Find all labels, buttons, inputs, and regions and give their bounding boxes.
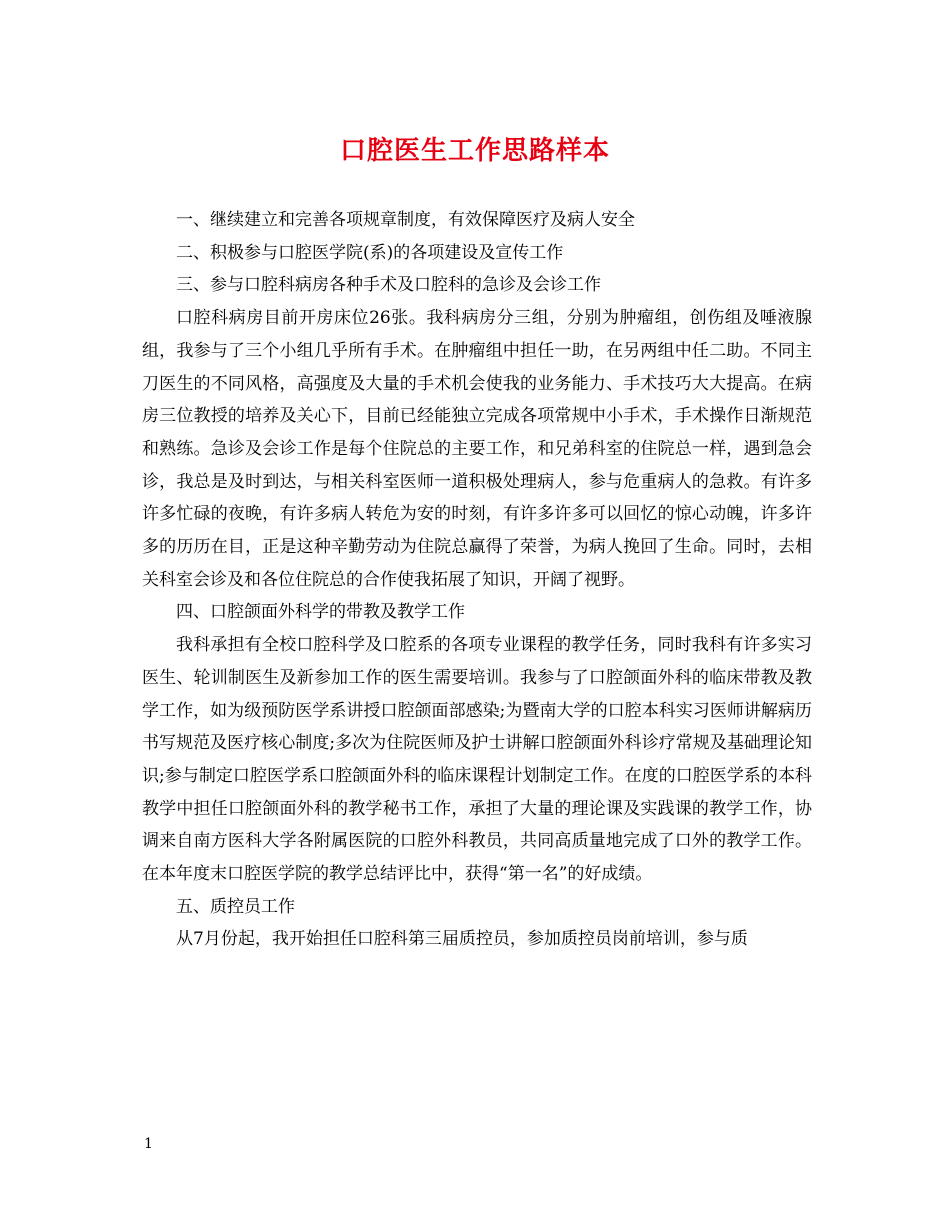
paragraph-quality-control: 从7月份起，我开始担任口腔科第三届质控员，参加质控员岗前培训，参与质 [176,929,748,950]
document-title: 口腔医生工作思路样本 [339,136,610,166]
heading-4: 四、口腔颌面外科学的带教及教学工作 [176,602,465,623]
paragraph-teaching: 我科承担有全校口腔科学及口腔系的各项专业课程的教学任务，同时我科有许多实习医生、轮训制医生及新参加工作的医生需要培训。我参与了口腔颌面外科的临床带教及教学工作，如为级预防医学系讲授口腔颌面部感染;为暨南大学的口腔本科实习医师讲解病历书写规范及医疗核心制度;多次为住院医师及护士讲解口腔颌面外科诊疗常规及基础理论知识;参与制定口腔医学系口腔颌面外科的临床课程计划制定工作。在度的口腔医学系的本科教学中担任口腔颌面外科的教学秘书工作，承担了大量的理论课及实践课的教学工作，协调来自南方医科大学各附属医院的口腔外科教员，共同高质量地完成了口外的教学工作。在本年度末口腔医学院的教学总结评比中，获得“第一名”的好成绩。 [142,635,812,885]
heading-2: 二、积极参与口腔医学院(系)的各项建设及宣传工作 [176,242,564,263]
document-body [142,204,812,956]
heading-5: 五、质控员工作 [176,896,295,917]
heading-3: 三、参与口腔科病房各种手术及口腔科的急诊及会诊工作 [176,275,601,296]
paragraph-ward-surgery: 口腔科病房目前开房床位26张。我科病房分三组，分别为肿瘤组，创伤组及唾液腺组，我参与了三个小组几乎所有手术。在肿瘤组中担任一助，在另两组中任二助。不同主刀医生的不同风格，高强度及大量的手术机会使我的业务能力、手术技巧大大提高。在病房三位教授的培养及关心下，目前已经能独立完成各项常规中小手术，手术操作日渐规范和熟练。急诊及会诊工作是每个住院总的主要工作，和兄弟科室的住院总一样，遇到急会诊，我总是及时到达，与相关科室医师一道积极处理病人，参与危重病人的急救。有许多许多忙碌的夜晚，有许多病人转危为安的时刻，有许多许多可以回忆的惊心动魄，许多许多的历历在目，正是这种辛勤劳动为住院总赢得了荣誉，为病人挽回了生命。同时，去相关科室会诊及和各位住院总的合作使我拓展了知识，开阔了视野。 [142,308,812,590]
page-number: 1 [144,1136,153,1152]
heading-1: 一、继续建立和完善各项规章制度，有效保障医疗及病人安全 [176,210,635,230]
